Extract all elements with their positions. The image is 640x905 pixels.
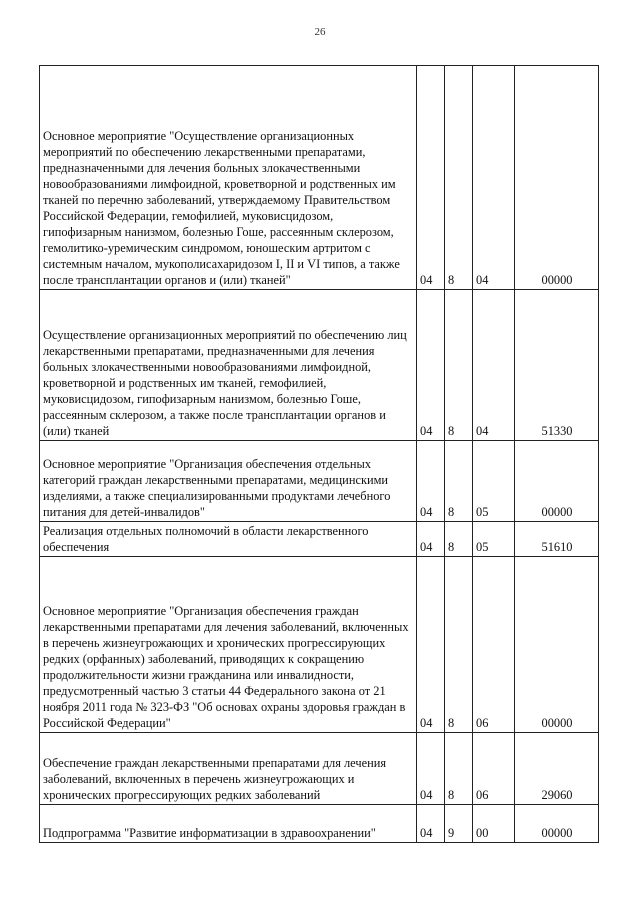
- code-direction-cell: 51330: [515, 290, 599, 441]
- code-program-cell: 04: [417, 522, 445, 557]
- row-name: Подпрограмма "Развитие информатизации в здравоохранении": [43, 826, 376, 840]
- code-direction-cell: 51610: [515, 522, 599, 557]
- code-subprogram-cell: 9: [445, 805, 473, 843]
- row-name: Обеспечение граждан лекарственными препаратами для лечения заболеваний, включенных в перечень жизнеугрожающих и хронических прогрессирующих редких заболеваний: [43, 756, 387, 802]
- table-row: [40, 805, 599, 843]
- code-subprogram-cell: 8: [445, 522, 473, 557]
- table-row: [40, 66, 599, 290]
- code-activity-cell: 04: [473, 66, 515, 290]
- code-direction-cell: 00000: [515, 66, 599, 290]
- page-number: 26: [314, 26, 326, 38]
- code-direction-cell: 00000: [515, 805, 599, 843]
- code-program-cell: 04: [417, 441, 445, 522]
- code-activity-cell: 00: [473, 805, 515, 843]
- table-row: [40, 733, 599, 805]
- row-name-cell: [40, 441, 417, 522]
- code-activity-cell: 05: [473, 522, 515, 557]
- code-program-cell: 04: [417, 66, 445, 290]
- row-name-cell: [40, 66, 417, 290]
- code-subprogram-cell: 8: [445, 557, 473, 733]
- code-direction-cell: 00000: [515, 441, 599, 522]
- code-subprogram-cell: 8: [445, 290, 473, 441]
- row-name: Основное мероприятие "Организация обеспечения отдельных категорий граждан лекарственными препаратами, медицинскими изделиями, а также специализированными продуктами лечебного питания для детей-инвалидов": [43, 457, 391, 519]
- code-subprogram-cell: 8: [445, 733, 473, 805]
- table-row: [40, 441, 599, 522]
- row-name: Осуществление организационных мероприятий по обеспечению лиц лекарственными препаратами, предназначенными для лечения больных злокачественными новообразованиями лимфоидной, кроветворной и родственных им тканей, гемофилией, муковисцидозом, гипофизарным нанизмом, болезнью Гоше, рассеянным склерозом, а также после трансплантации органов и (или) тканей: [43, 328, 407, 438]
- code-subprogram-cell: 8: [445, 66, 473, 290]
- code-direction-cell: 29060: [515, 733, 599, 805]
- code-activity-cell: 04: [473, 290, 515, 441]
- row-name-cell: [40, 557, 417, 733]
- row-name-cell: [40, 290, 417, 441]
- row-name: Основное мероприятие "Осуществление организационных мероприятий по обеспечению лекарственными препаратами, предназначенными для лечения больных злокачественными новообразованиями лимфоидной, кроветворной и родственных им тканей по перечню заболеваний, утверждаемому Правительством Российской Федерации, гемофилией, муковисцидозом, гипофизарным нанизмом, болезнью Гоше, рассеянным склерозом, гемолитико-уремическим синдромом, юношеским артритом с системным началом, мукополисахаридозом I, II и VI типов, а также после трансплантации органов и (или) тканей": [43, 129, 400, 287]
- code-activity-cell: 06: [473, 733, 515, 805]
- code-direction-cell: 00000: [515, 557, 599, 733]
- row-name: Реализация отдельных полномочий в области лекарственного обеспечения: [43, 524, 369, 554]
- budget-table: [39, 65, 599, 843]
- code-program-cell: 04: [417, 733, 445, 805]
- table-row: [40, 522, 599, 557]
- code-activity-cell: 05: [473, 441, 515, 522]
- code-activity-cell: 06: [473, 557, 515, 733]
- code-program-cell: 04: [417, 557, 445, 733]
- row-name-cell: [40, 522, 417, 557]
- row-name-cell: [40, 733, 417, 805]
- code-program-cell: 04: [417, 290, 445, 441]
- table-row: [40, 557, 599, 733]
- code-program-cell: 04: [417, 805, 445, 843]
- table-row: [40, 290, 599, 441]
- code-subprogram-cell: 8: [445, 441, 473, 522]
- row-name-cell: [40, 805, 417, 843]
- row-name: Основное мероприятие "Организация обеспечения граждан лекарственными препаратами для лечения заболеваний, включенных в перечень жизнеугрожающих и хронических прогрессирующих редких (орфанных) заболеваний, приводящих к сокращению продолжительности жизни гражданина или инвалидности, предусмотренный частью 3 статьи 44 Федерального закона от 21 ноября 2011 года № 323-ФЗ "Об основах охраны здоровья граждан в Российской Федерации": [43, 604, 409, 730]
